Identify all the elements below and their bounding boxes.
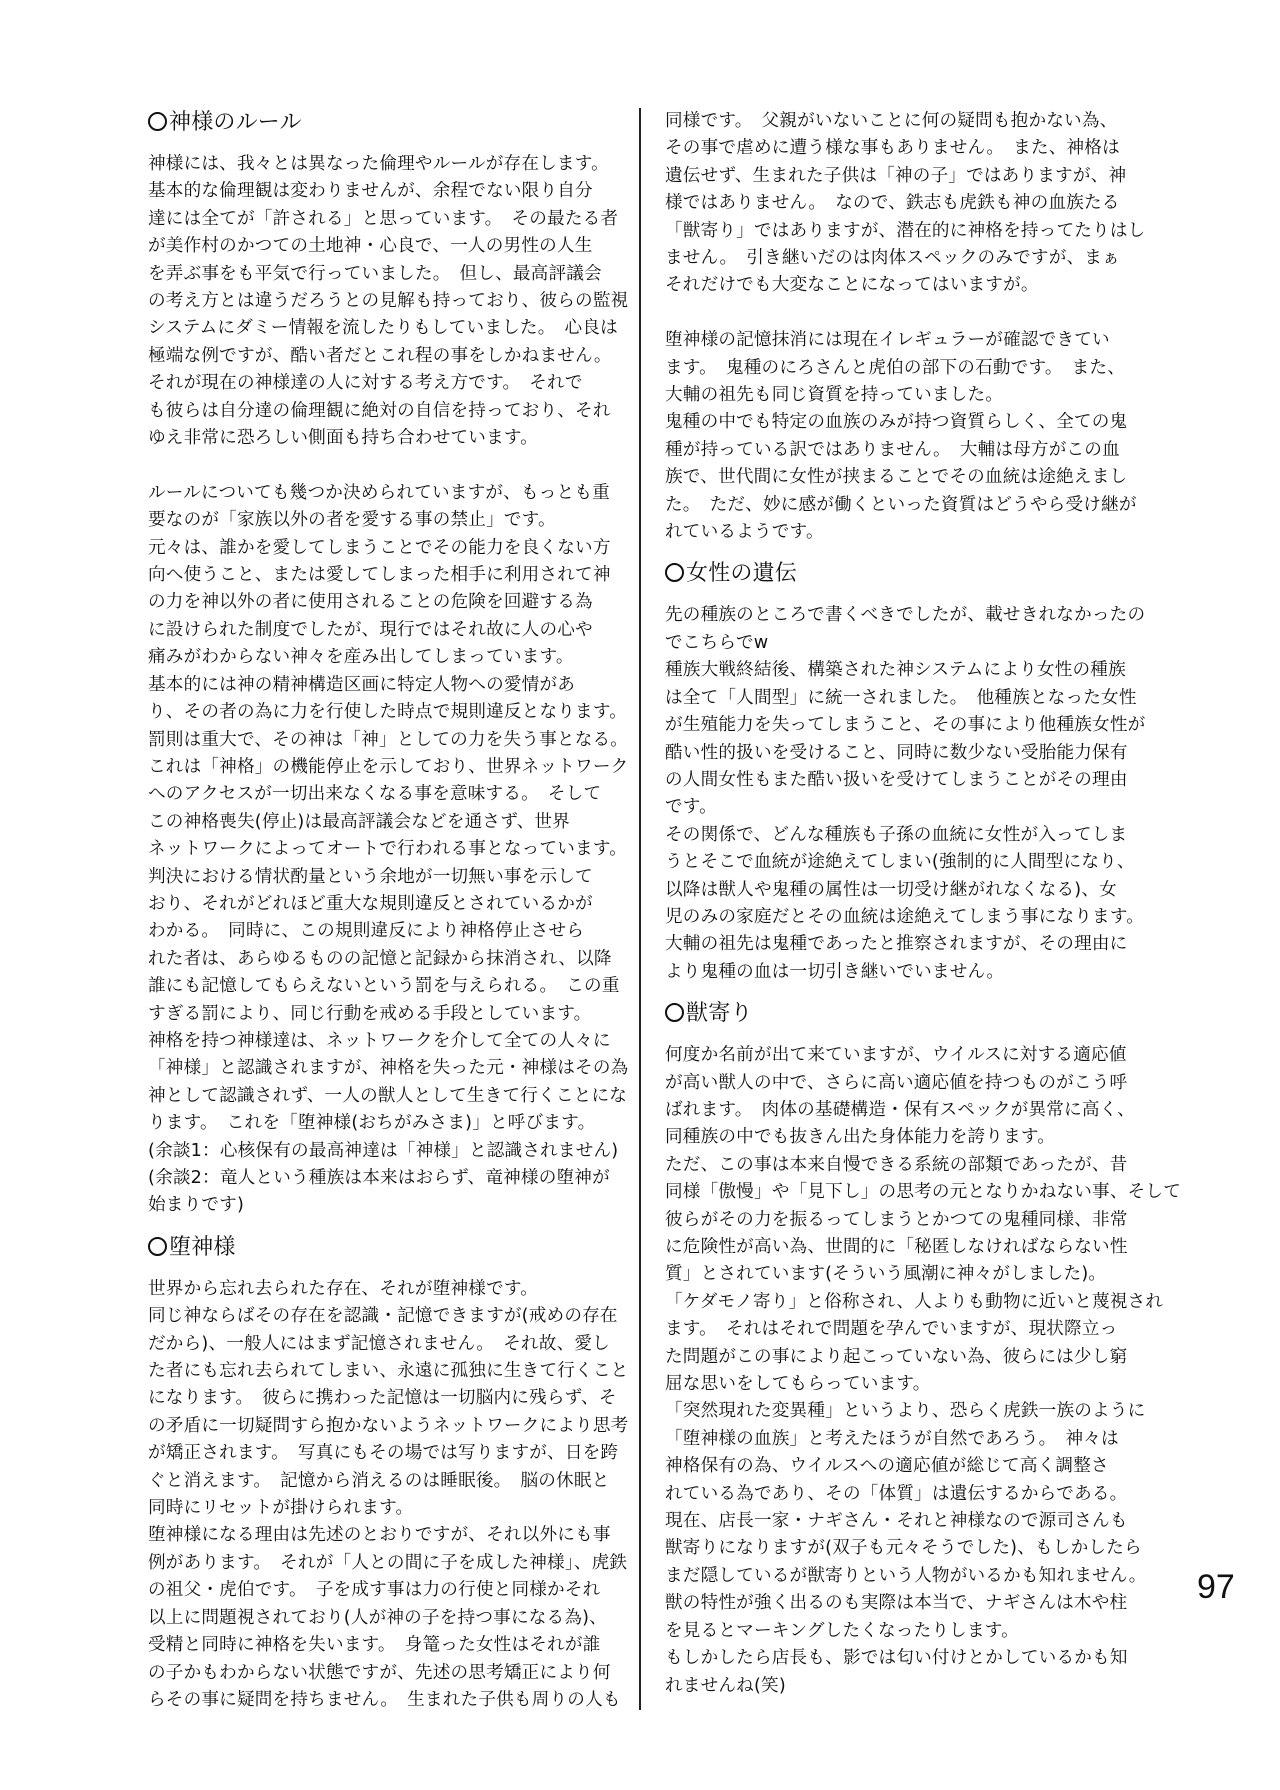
- text-line: 大輔の祖先も同じ資質を持っていました。: [665, 385, 1004, 406]
- text-line: 種族大戦終結後、構築された神システムにより女性の種族: [665, 660, 1126, 681]
- paragraph: [148, 480, 638, 1220]
- text-line: た者にも忘れ去られてしまい、永遠に孤独に生きて行くこと: [148, 1361, 629, 1382]
- text-line: 種が持っている訳ではありません。 大輔は母方がこの血: [665, 439, 1120, 460]
- text-line: ります。 これを「堕神様(おちがみさま)」と呼びます。: [148, 1113, 596, 1134]
- text-line: 獣の特性が強く出るのも実際は本当で、ナギさんは木や柱: [665, 1593, 1128, 1614]
- text-line: の子かもわからない状態ですが、先述の思考矯正により何: [148, 1662, 611, 1683]
- text-line: 同様「傲慢」や「見下し」の思考の元となりかねない事、そして: [665, 1182, 1182, 1203]
- text-line: 例があります。 それが「人との間に子を成した神様」、虎鉄: [148, 1552, 628, 1573]
- text-line: 先の種族のところで書くべきでしたが、載せきれなかったの: [665, 605, 1146, 626]
- text-line: この神格喪失(停止)は最高評議会などを通さず、世界: [148, 811, 570, 832]
- text-line: 判決における情状酌量という余地が一切無い事を示して: [148, 866, 593, 887]
- text-line: の考え方とは違うだろうとの見解も持っており、彼らの監視: [148, 291, 629, 312]
- text-line: それだけでも大変なことになってはいますが。: [665, 275, 1039, 296]
- text-line: ばれます。 肉体の基礎構造・保有スペックが異常に高く、: [665, 1099, 1135, 1120]
- heading-god-rules: 神様のルール: [148, 108, 638, 138]
- text-line: ネットワークによってオートで行われる事となっています。: [148, 839, 628, 860]
- text-line: 堕神様の記憶抹消には現在イレギュラーが確認できてい: [665, 330, 1110, 351]
- text-line: ます。 鬼種のにろさんと虎伯の部下の石動です。 また、: [665, 357, 1126, 378]
- text-line: 鬼種の中でも特定の血族のみが持つ資質らしく、全ての鬼: [665, 412, 1128, 433]
- paragraph: [665, 1042, 1182, 1700]
- text-line: 「ケダモノ寄り」と俗称され、人よりも動物に近いと蔑視され: [665, 1291, 1164, 1312]
- text-line: 神格を持つ神様達は、ネットワークを介して全ての人々に: [148, 1030, 611, 1051]
- text-line: 極端な例ですが、酷い者だとこれ程の事をしかねません。: [148, 345, 612, 366]
- circle-mark-icon: [665, 1003, 684, 1022]
- text-line: 屈な思いをしてもらっています。: [665, 1374, 931, 1395]
- text-line: もしかしたら店長も、影では匂い付けとかしているかも知: [665, 1648, 1128, 1669]
- text-line: 「突然現れた変異種」というより、恐らく虎鉄一族のように: [665, 1401, 1146, 1422]
- heading-female-inheritance: 女性の遺伝: [665, 559, 1150, 589]
- text-line: おり、それがどれほど重大な規則違反とされているかが: [148, 893, 593, 914]
- text-line: れている為であり、その「体質」は遺伝するからである。: [665, 1483, 1128, 1504]
- text-line: すぎる罰により、同じ行動を戒める手段としています。: [148, 1003, 592, 1024]
- right-column: [665, 108, 1182, 1700]
- text-line: になります。 彼らに携わった記憶は一切脳内に残らず、そ: [148, 1388, 617, 1409]
- text-line: その関係で、どんな種族も子孫の血統に女性が入ってしま: [665, 824, 1128, 845]
- text-line: 同じ神ならばその存在を認識・記憶できますが(戒めの存在: [148, 1306, 618, 1327]
- text-line: わかる。 同時に、この規則違反により神格停止させら: [148, 921, 585, 942]
- text-line: 基本的な倫理観は変わりませんが、余程でない限り自分: [148, 181, 593, 202]
- text-line: の人間女性もまた酷い扱いを受けてしまうことがその理由: [665, 769, 1128, 790]
- text-line: の矛盾に一切疑問すら抱かないようネットワークにより思考: [148, 1415, 629, 1436]
- text-line: より鬼種の血は一切引き継いでいません。: [665, 961, 1005, 982]
- paragraph: [148, 1276, 638, 1715]
- text-line: 神様には、我々とは異なった倫理やルールが存在します。: [148, 154, 609, 174]
- text-line: 元々は、誰かを愛してしまうことでその能力を良くない方: [148, 537, 611, 558]
- text-line: ます。 それはそれで問題を孕んでいますが、現状際立っ: [665, 1319, 1118, 1340]
- text-line: 以上に問題視されており(人が神の子を持つ事になる為)、: [148, 1607, 607, 1628]
- text-line: 大輔の祖先は鬼種であったと推察されますが、その理由に: [665, 934, 1128, 955]
- column-divider: [639, 108, 641, 1710]
- page-number: 97: [1197, 1568, 1235, 1606]
- text-line: も彼らは自分達の倫理観に絶対の自信を持っており、それ: [148, 400, 611, 421]
- text-line: は全て「人間型」に統一されました。 他種族となった女性: [665, 687, 1137, 708]
- text-line: ただ、この事は本来自慢できる系統の部類であったが、昔: [665, 1154, 1128, 1175]
- text-line: だから)、一般人にはまず記憶されません。 それ故、愛し: [148, 1333, 610, 1354]
- paragraph: [148, 151, 638, 452]
- text-line: に設けられた制度でしたが、現行ではそれ故に人の心や: [148, 619, 593, 640]
- text-line: 酷い性的扱いを受けること、同時に数少ない受胎能力保有: [665, 742, 1128, 763]
- text-line: が美作村のかつての土地神・心良で、一人の男性の人生: [148, 236, 593, 257]
- text-line: 受精と同時に神格を失います。 身篭った女性はそれが誰: [148, 1635, 601, 1656]
- text-line: (余談2：竜人という種族は本来はおらず、竜神様の堕神が: [148, 1168, 610, 1189]
- text-line: 痛みがわからない神々を産み出してしまっています。: [148, 647, 574, 668]
- heading-fallen-god: 堕神様: [148, 1233, 638, 1263]
- text-line: が生殖能力を失ってしまうこと、その事により他種族女性が: [665, 715, 1146, 736]
- text-line: 族で、世代間に女性が挟まることでその血統は途絶えまし: [665, 467, 1128, 488]
- text-line: 「堕神様の血族」と考えたほうが自然であろう。 神々は: [665, 1428, 1119, 1449]
- text-line: 誰にも記憶してもらえないという罰を与えられる。 この重: [148, 976, 620, 997]
- text-line: 達には全てが「許される」と思っています。 その最たる者: [148, 208, 619, 229]
- text-line: の力を神以外の者に使用されることの危険を回避する為: [148, 592, 593, 613]
- text-line: を弄ぶ事をも平気で行っていました。 但し、最高評議会: [148, 263, 602, 284]
- text-line: システムにダミー情報を流したりもしていました。 心良は: [148, 318, 618, 339]
- text-line: でこちらでw: [665, 632, 769, 653]
- text-line: ぐと消えます。 記憶から消えるのは睡眠後。 脳の休眠と: [148, 1470, 610, 1491]
- text-line: 罰則は重大で、その神は「神」としての力を失う事となる。: [148, 729, 629, 750]
- text-line: これは「神格」の機能停止を示しており、世界ネットワーク: [148, 756, 629, 777]
- text-line: 以降は獣人や鬼種の属性は一切受け継がれなくなる)、女: [665, 879, 1117, 900]
- circle-mark-icon: [148, 1237, 167, 1256]
- text-line: 様ではありません。 なので、鉄志も虎鉄も神の血族たる: [665, 193, 1120, 214]
- text-line: の祖父・虎伯です。 子を成す事は力の行使と同様かそれ: [148, 1580, 601, 1601]
- text-line: た。 ただ、妙に感が働くといった資質はどうやら受け継が: [665, 494, 1137, 515]
- text-line: が高い獣人の中で、さらに高い適応値を持つものがこう呼: [665, 1072, 1128, 1093]
- text-line: 獣寄りになりますが(双子も元々そうでした)、もしかしたら: [665, 1538, 1142, 1559]
- text-line: 向へ使うこと、または愛してしまった相手に利用されて神: [148, 565, 611, 586]
- text-line: 彼らがその力を振るってしまうとかつての鬼種同様、非常: [665, 1209, 1128, 1230]
- text-line: 堕神様になる理由は先述のとおりですが、それ以外にも事: [148, 1525, 611, 1546]
- text-line: 同時にリセットが掛けられます。: [148, 1498, 414, 1519]
- text-line: れているようです。: [665, 522, 824, 543]
- text-line: に危険性が高い為、世間的に「秘匿しなければならない性: [665, 1237, 1128, 1258]
- text-line: 基本的には神の精神構造区画に特定人物への愛情があ: [148, 674, 576, 695]
- left-column: [148, 108, 638, 1714]
- text-line: 始まりです): [148, 1195, 245, 1216]
- text-line: です。: [665, 797, 717, 818]
- text-line: が矯正されます。 写真にもその場では写りますが、日を跨: [148, 1443, 619, 1464]
- paragraph: [665, 327, 1150, 546]
- text-line: 神格保有の為、ウイルスへの適応値が総じて高く調整さ: [665, 1456, 1109, 1477]
- text-line: その事で虐めに遭う様な事もありません。 また、神格は: [665, 138, 1120, 159]
- text-line: (余談1：心核保有の最高神達は「神様」と認識されません): [148, 1140, 619, 1161]
- text-line: 現在、店長一家・ナギさん・それと神様なので源司さんも: [665, 1511, 1128, 1532]
- text-line: 児のみの家庭だとその血統は途絶えてしまう事になります。: [665, 906, 1145, 927]
- heading-beast-leaning: 獣寄り: [665, 999, 1150, 1029]
- text-line: 同種族の中でも抜きん出た身体能力を誇ります。: [665, 1127, 1056, 1148]
- text-line: うとそこで血統が途絶えてしまい(強制的に人間型になり、: [665, 852, 1135, 873]
- text-line: 要なのが「家族以外の者を愛する事の禁止」です。: [148, 510, 556, 531]
- paragraph: [665, 602, 1150, 986]
- text-line: ません。 引き継いだのは肉体スペックのみですが、まぁ: [665, 248, 1120, 269]
- text-line: ルールについても幾つか決められていますが、もっとも重: [148, 482, 610, 503]
- text-line: らその事に疑問を持ちません。 生まれた子供も周りの人も: [148, 1689, 621, 1710]
- paragraph: [665, 108, 1150, 300]
- text-line: 世界から忘れ去られた存在、それが堕神様です。: [148, 1278, 539, 1299]
- text-line: へのアクセスが一切出来なくなる事を意味する。 そして: [148, 784, 602, 805]
- text-line: 何度か名前が出て来ていますが、ウイルスに対する適応値: [665, 1045, 1127, 1066]
- text-line: た問題がこの事により起こっていない為、彼らには少し窮: [665, 1346, 1128, 1367]
- text-line: 質」とされています(そういう風潮に神々がしました)。: [665, 1264, 1107, 1285]
- text-line: 同様です。 父親がいないことに何の疑問も抱かない為、: [665, 111, 1118, 131]
- text-line: 「獣寄り」ではありますが、潜在的に神格を持ってたりはし: [665, 220, 1146, 241]
- text-line: 神として認識されず、一人の獣人として生きて行くことにな: [148, 1085, 628, 1106]
- text-line: 遺伝せず、生まれた子供は「神の子」ではありますが、神: [665, 165, 1127, 186]
- text-line: れませんね(笑): [665, 1675, 786, 1696]
- circle-mark-icon: [148, 112, 167, 131]
- text-line: それが現在の神様達の人に対する考え方です。 それで: [148, 373, 583, 394]
- circle-mark-icon: [665, 563, 684, 582]
- text-line: を見るとマーキングしたくなったりします。: [665, 1620, 1019, 1641]
- text-line: まだ隠しているが獣寄りという人物がいるかも知れません。: [665, 1565, 1147, 1586]
- text-line: り、その者の為に力を行使した時点で規則違反となります。: [148, 702, 628, 723]
- text-line: れた者は、あらゆるものの記憶と記録から抹消され、以降: [148, 948, 612, 969]
- text-line: 「神様」と認識されますが、神格を失った元・神様はその為: [148, 1058, 629, 1079]
- text-line: ゆえ非常に恐ろしい側面も持ち合わせています。: [148, 428, 539, 449]
